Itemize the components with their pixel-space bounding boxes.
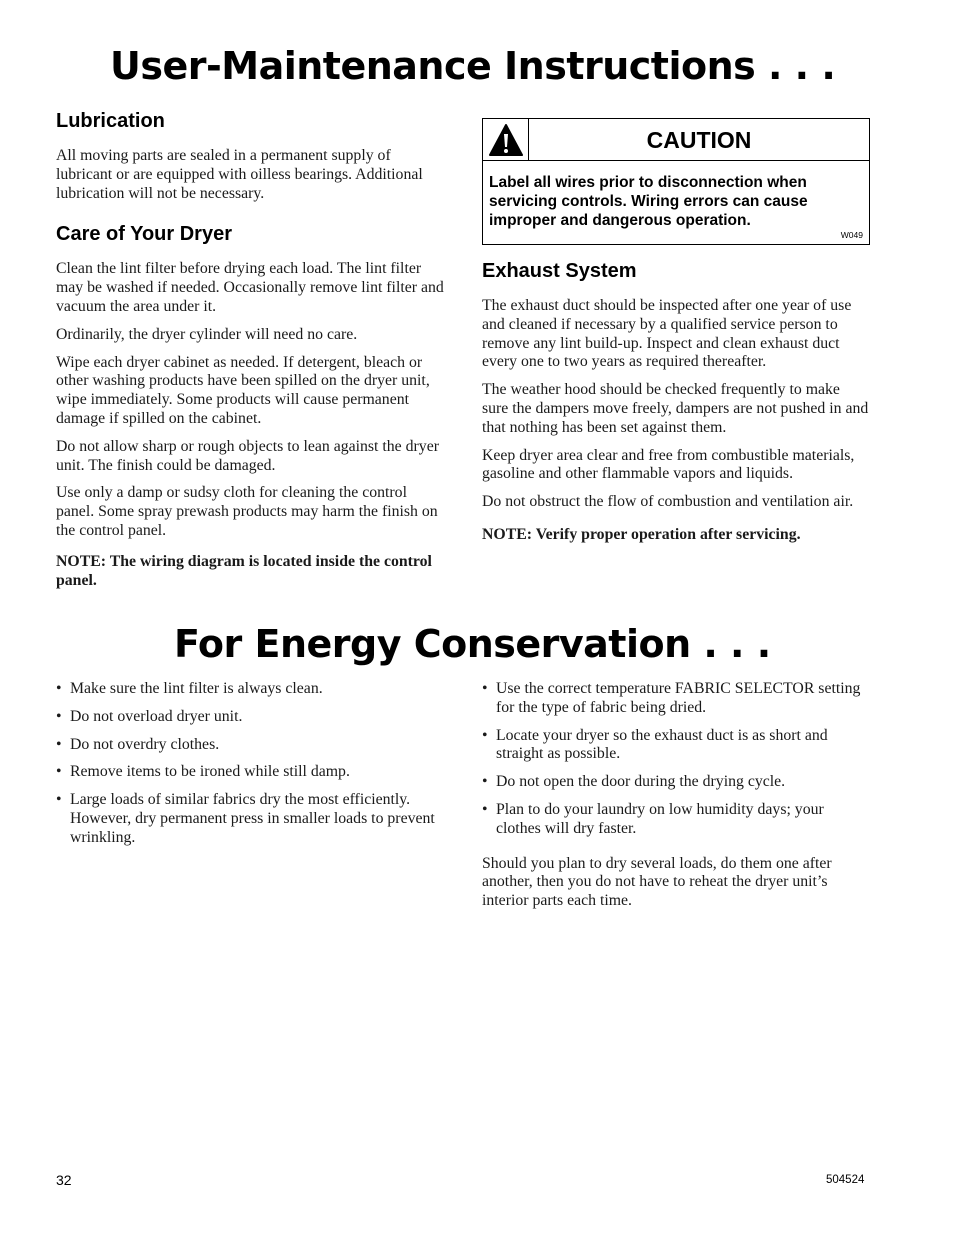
warning-triangle-icon xyxy=(483,119,529,161)
list-item-text: Large loads of similar fabrics dry the most efficiently. However, dry permanent press in smaller loads to prevent wrinkling. xyxy=(70,791,435,846)
energy-list-left xyxy=(56,680,456,848)
list-item xyxy=(482,727,872,765)
energy-tips-right xyxy=(482,680,872,920)
maintenance-right-column xyxy=(482,118,870,554)
list-item xyxy=(56,763,456,782)
care-paragraph-3: Wipe each dryer cabinet as needed. If detergent, bleach or other washing products have been spilled on the dryer unit, wipe immediately. Some products will cause permanent damage if spilled on the cabinet. xyxy=(56,353,430,427)
bullet-icon: • xyxy=(482,773,488,791)
lubrication-paragraph: All moving parts are sealed in a permanent supply of lubricant or are equipped with oilless bearings. Additional lubrication will not be necessary. xyxy=(56,147,423,202)
document-number: 504524 xyxy=(826,1174,865,1186)
caution-header xyxy=(483,119,869,161)
list-item xyxy=(56,680,456,699)
list-item-text: Do not overdry clothes. xyxy=(70,735,220,753)
exhaust-paragraph-3: Keep dryer area clear and free from combustible materials, gasoline and other flammable vapors and liquids. xyxy=(482,446,855,483)
bullet-icon: • xyxy=(482,680,488,697)
maintenance-left-column xyxy=(56,110,444,599)
energy-closing-paragraph: Should you plan to dry several loads, do them one after another, then you do not have to reheat the dryer unit’s interior parts each time. xyxy=(482,854,832,910)
exhaust-paragraph-4: Do not obstruct the flow of combustion and ventilation air. xyxy=(482,493,854,511)
list-item-text: Plan to do your laundry on low humidity days; your clothes will dry faster. xyxy=(496,800,824,837)
bullet-icon: • xyxy=(56,707,62,725)
exhaust-heading: Exhaust System xyxy=(482,260,637,282)
bullet-icon: • xyxy=(482,726,488,744)
servicing-note: NOTE: Verify proper operation after servicing. xyxy=(482,525,801,543)
list-item-text: Do not overload dryer unit. xyxy=(70,707,243,725)
list-item-text: Remove items to be ironed while still damp. xyxy=(70,763,350,781)
caution-label: CAUTION xyxy=(646,126,752,153)
care-paragraph-1: Clean the lint filter before drying each load. The lint filter may be washed if needed. Occasionally remove lint filter and vacuum the area under it. xyxy=(56,260,444,315)
energy-tips-left xyxy=(56,680,456,857)
list-item xyxy=(482,773,872,792)
list-item-text: Do not open the door during the drying cycle. xyxy=(496,773,786,791)
lubrication-heading: Lubrication xyxy=(56,110,165,132)
exhaust-paragraph-1: The exhaust duct should be inspected after one year of use and cleaned if necessary by a qualified service person to remove any lint build-up. Inspect and clean exhaust duct every one to two years as required thereafter. xyxy=(482,297,852,371)
bullet-icon: • xyxy=(482,800,488,818)
page-number: 32 xyxy=(56,1172,72,1188)
page-title-maintenance: User-Maintenance Instructions . . . xyxy=(110,44,836,88)
care-heading: Care of Your Dryer xyxy=(56,223,232,246)
list-item xyxy=(56,736,456,755)
bullet-icon: • xyxy=(56,791,62,809)
energy-list-right xyxy=(482,680,872,839)
wiring-note: NOTE: The wiring diagram is located inside the control panel. xyxy=(56,552,432,589)
list-item-text: Make sure the lint filter is always clean. xyxy=(70,680,323,697)
list-item xyxy=(482,801,872,839)
exhaust-paragraph-2: The weather hood should be checked frequently to make sure the dampers move freely, dampers are not pushed in and that nothing has been set against them. xyxy=(482,381,869,436)
list-item xyxy=(56,791,456,847)
care-paragraph-2: Ordinarily, the dryer cylinder will need no care. xyxy=(56,325,358,343)
caution-code: W049 xyxy=(840,230,863,240)
care-paragraph-5: Use only a damp or sudsy cloth for cleaning the control panel. Some spray prewash products may harm the finish on the control panel. xyxy=(56,484,438,539)
list-item-text: Use the correct temperature FABRIC SELECTOR setting for the type of fabric being dried. xyxy=(496,680,861,716)
caution-text: Label all wires prior to disconnection when servicing controls. Wiring errors can cause improper and dangerous operation. xyxy=(489,174,808,229)
bullet-icon: • xyxy=(56,735,62,753)
list-item xyxy=(56,708,456,727)
bullet-icon: • xyxy=(56,763,62,781)
caution-box xyxy=(482,118,870,245)
bullet-icon: • xyxy=(56,680,62,697)
list-item xyxy=(482,680,872,718)
page-title-energy: For Energy Conservation . . . xyxy=(174,622,771,666)
list-item-text: Locate your dryer so the exhaust duct is as short and straight as possible. xyxy=(496,726,828,763)
care-paragraph-4: Do not allow sharp or rough objects to lean against the dryer unit. The finish could be damaged. xyxy=(56,437,439,474)
